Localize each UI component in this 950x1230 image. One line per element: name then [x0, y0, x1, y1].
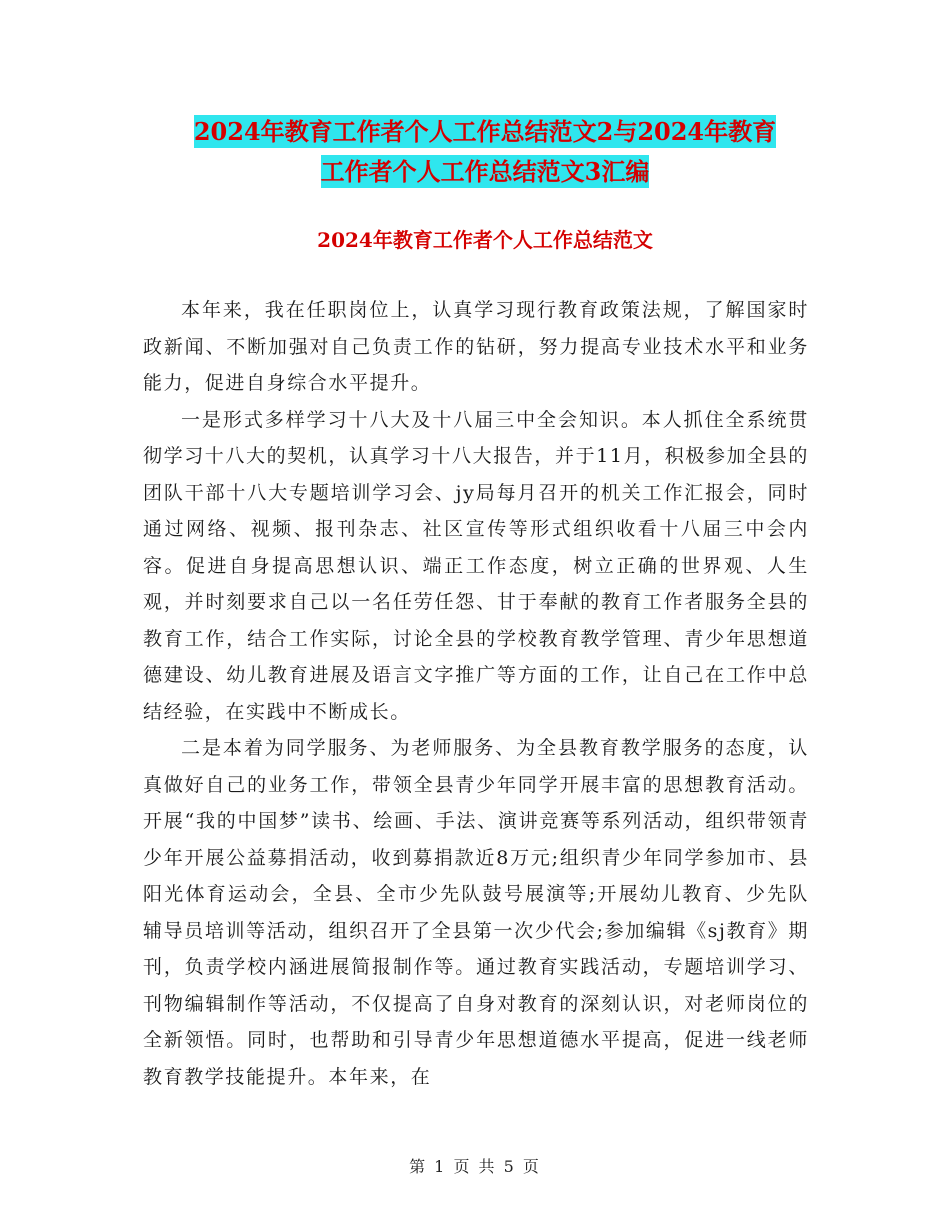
document-title-line-2: 工作者个人工作总结范文3汇编	[320, 157, 650, 186]
body-text	[143, 292, 809, 1095]
paragraph-intro: 本年来，我在任职岗位上，认真学习现行教育政策法规，了解国家时政新闻、不断加强对自己负责工作的钻研，努力提高专业技术水平和业务能力，促进自身综合水平提升。	[143, 299, 809, 394]
paragraph-two: 二是本着为同学服务、为老师服务、为全县教育教学服务的态度，认真做好自己的业务工作，带领全县青少年同学开展丰富的思想教育活动。开展“我的中国梦”读书、绘画、手法、演讲竞赛等系列活动，组织带领青少年开展公益募捐活动，收到募捐款近8万元;组织青少年同学参加市、县阳光体育运动会，全县、全市少先队鼓号展演等;开展幼儿教育、少先队辅导员培训等活动，组织召开了全县第一次少代会;参加编辑《sj教育》期刊，负责学校内涵进展简报制作等。通过教育实践活动，专题培训学习、刊物编辑制作等活动，不仅提高了自身对教育的深刻认识，对老师岗位的全新领悟。同时，也帮助和引导青少年思想道德水平提高，促进一线老师教育教学技能提升。本年来，在	[143, 737, 809, 1088]
document-title	[140, 112, 830, 192]
page-footer: 第 1 页 共 5 页	[409, 1157, 541, 1176]
section-title: 2024年教育工作者个人工作总结范文	[317, 228, 653, 252]
document-title-line-1: 2024年教育工作者个人工作总结范文2与2024年教育	[193, 117, 777, 146]
paragraph-one: 一是形式多样学习十八大及十八届三中全会知识。本人抓住全系统贯彻学习十八大的契机，认真学习十八大报告，并于11月，积极参加全县的团队干部十八大专题培训学习会、jy局每月召开的机关工作汇报会，同时通过网络、视频、报刊杂志、社区宣传等形式组织收看十八届三中会内容。促进自身提高思想认识、端正工作态度，树立正确的世界观、人生观，并时刻要求自己以一名任劳任怨、甘于奉献的教育工作者服务全县的教育工作，结合工作实际，讨论全县的学校教育教学管理、青少年思想道德建设、幼儿教育进展及语言文字推广等方面的工作，让自己在工作中总结经验，在实践中不断成长。	[143, 408, 809, 723]
